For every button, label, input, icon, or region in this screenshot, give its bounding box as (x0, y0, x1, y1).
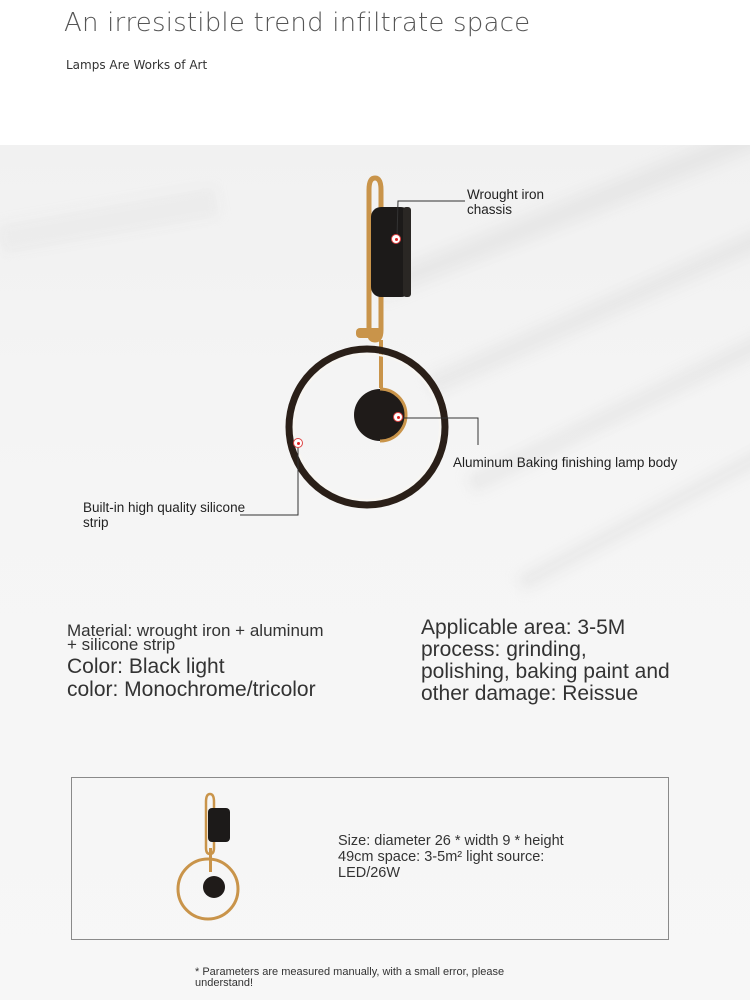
lamp-illustration (0, 145, 750, 605)
callout-chassis: Wrought iron chassis (467, 187, 545, 217)
page-title: An irresistible trend infiltrate space (64, 8, 531, 38)
spec-color: Color: Black light (67, 655, 225, 678)
lamp-thumbnail (170, 790, 250, 930)
header (0, 0, 750, 145)
body-marker (393, 412, 403, 422)
spec-material: Material: wrought iron + aluminum (67, 621, 324, 640)
footnote: * Parameters are measured manually, with a small error, please understand! (195, 966, 505, 989)
specs-right: Applicable area: 3-5M process: grinding, polishing, baking paint and other damage: Reissue (421, 616, 670, 705)
chassis-marker (391, 234, 401, 244)
thumb-disc (203, 876, 225, 898)
callout-lamp-body: Aluminum Baking finishing lamp body (453, 455, 678, 470)
specs-left (67, 621, 324, 701)
size-spec: Size: diameter 26 * width 9 * height 49cm space: 3-5m² light source: LED/26W (338, 833, 564, 881)
thumb-chassis (208, 808, 230, 842)
spec-material-cont: + silicone strip (67, 635, 176, 654)
ring-connector (356, 328, 382, 338)
strip-marker (293, 438, 303, 448)
chassis-edge (403, 207, 411, 297)
page-subtitle: Lamps Are Works of Art (66, 58, 208, 72)
spec-color-mode: color: Monochrome/tricolor (67, 678, 316, 701)
callout-silicone-strip: Built-in high quality silicone strip (83, 500, 246, 530)
